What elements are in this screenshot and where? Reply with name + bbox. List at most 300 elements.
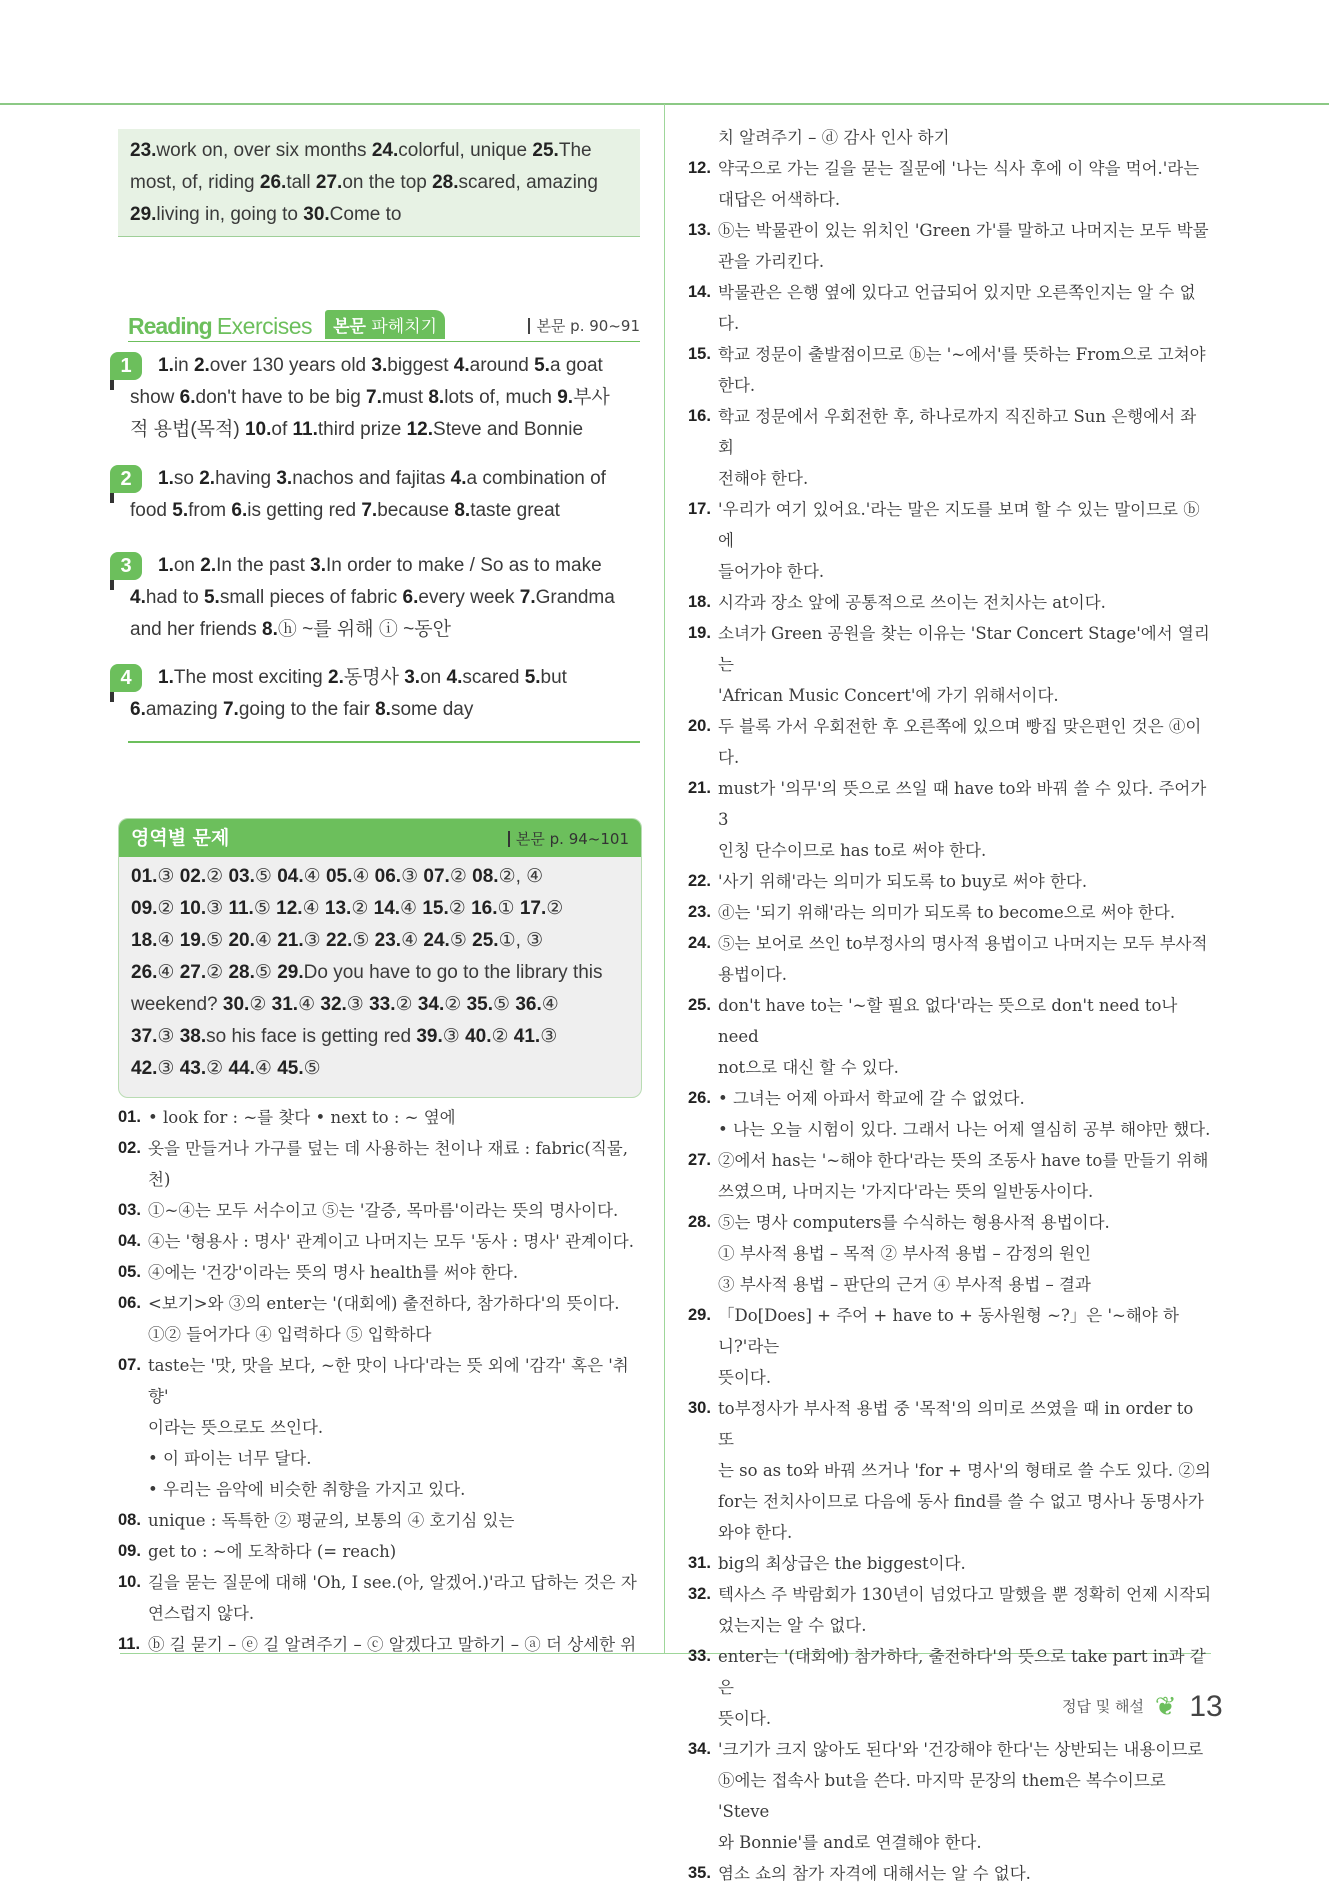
- page-number: 13: [1189, 1690, 1223, 1723]
- explanation-item: [688, 711, 1212, 773]
- area-answer-number: 02.: [179, 866, 207, 887]
- area-answer-text: ②: [546, 898, 564, 919]
- area-answer-number: 12.: [276, 898, 303, 919]
- explanation-line: ③ 부사적 용법 – 판단의 근거 ④ 부사적 용법 – 결과: [718, 1275, 1091, 1294]
- explanation-number: 04.: [118, 1232, 141, 1250]
- exercise-number: 3.: [276, 468, 293, 489]
- explanation-number: 08.: [118, 1511, 141, 1529]
- explanation-line: 염소 쇼의 참가 자격에 대해서는 알 수 없다.: [718, 1864, 1031, 1883]
- area-questions-answers: [119, 857, 641, 1089]
- area-answer-number: 44.: [228, 1058, 255, 1079]
- exercise-text: on: [173, 555, 201, 576]
- explanation-number: 20.: [688, 717, 711, 735]
- area-answer-line: [131, 1021, 629, 1053]
- exercise-number: 6.: [402, 587, 419, 608]
- area-answer-number: 07.: [423, 866, 450, 887]
- explanation-line: big의 최상급은 the biggest이다.: [718, 1554, 966, 1573]
- explanation-number: 10.: [118, 1573, 141, 1591]
- area-answer-number: 17.: [519, 898, 547, 919]
- exercise-number: 5.: [524, 667, 541, 688]
- area-answer-text: ③: [157, 866, 180, 887]
- explanation-item: [118, 1350, 640, 1505]
- exercise-text: small pieces of fabric: [219, 587, 403, 608]
- area-answer-number: 13.: [324, 898, 352, 919]
- exercise-text: 부사: [573, 387, 610, 408]
- area-answer-number: 20.: [228, 930, 255, 951]
- area-answer-number: 41.: [513, 1026, 541, 1047]
- area-answer-text: ⑤: [254, 866, 278, 887]
- explanation-line: 학교 정문이 출발점이므로 ⓑ는 '~에서'를 뜻하는 From으로 고쳐야: [718, 345, 1206, 364]
- explanation-line: • 나는 오늘 시험이 있다. 그래서 나는 어제 열심히 공부 해야만 했다.: [718, 1120, 1211, 1139]
- answer-number: 25.: [532, 140, 559, 161]
- area-answer-text: ③: [540, 1026, 558, 1047]
- exercise-number: 12.: [406, 419, 434, 440]
- area-answer-number: 21.: [277, 930, 304, 951]
- area-answer-number: 34.: [417, 994, 445, 1015]
- exercise-number: 6.: [231, 500, 248, 521]
- explanation-line: 옷을 만들거나 가구를 덮는 데 사용하는 천이나 재료 : fabric(직물,: [148, 1139, 628, 1158]
- explanation-item: [688, 773, 1212, 866]
- explanation-line: ⓓ는 '되기 위해'라는 의미가 되도록 to become으로 써야 한다.: [718, 903, 1176, 922]
- area-answer-number: 32.: [320, 994, 347, 1015]
- explanation-item: [118, 1536, 640, 1567]
- reading-page-ref: 본문 p. 90~91: [528, 318, 640, 334]
- explanation-number: 12.: [688, 159, 711, 177]
- answer-number: 29.: [130, 204, 157, 225]
- explanation-line: <보기>와 ③의 enter는 '(대회에) 출전하다, 참가하다'의 뜻이다.: [148, 1294, 620, 1313]
- area-answer-number: 31.: [271, 994, 299, 1015]
- explanation-line: 관을 가리킨다.: [718, 252, 825, 271]
- area-answer-number: 14.: [373, 898, 401, 919]
- explanation-line: ①② 들어가다 ④ 입력하다 ⑤ 입학하다: [148, 1325, 432, 1344]
- reading-exercises-header: [128, 312, 640, 344]
- exercise-text: scared: [462, 667, 525, 688]
- area-answer-number: 43.: [179, 1058, 207, 1079]
- exercise-text: In order to make / So as to make: [326, 555, 602, 576]
- explanation-line: ⑤는 보어로 쓰인 to부정사의 명사적 용법이고 나머지는 모두 부사적: [718, 934, 1208, 953]
- answer-text: on the top: [342, 172, 433, 193]
- explanation-line: 인칭 단수이므로 has to로 써야 한다.: [718, 841, 987, 860]
- explanation-item: [688, 1300, 1212, 1393]
- explanation-number: 33.: [688, 1647, 711, 1665]
- exercise-number: 5.: [172, 500, 189, 521]
- exercise-text: 동명사: [343, 667, 405, 688]
- explanation-line: 「Do[Does] + 주어 + have to + 동사원형 ~?」은 '~해야 하니?'라는: [718, 1306, 1179, 1356]
- area-questions-box: [118, 818, 642, 1098]
- explanation-number: 26.: [688, 1089, 711, 1107]
- exercise-number: 2.: [328, 667, 344, 688]
- explanation-line: must가 '의무'의 뜻으로 쓰일 때 have to와 바꿔 쓸 수 있다. 주어가 3: [718, 779, 1207, 829]
- explanation-number: 17.: [688, 500, 711, 518]
- area-answer-line: [131, 957, 629, 989]
- answer-line: [130, 167, 628, 199]
- explanation-number: 21.: [688, 779, 711, 797]
- area-answer-number: 05.: [325, 866, 353, 887]
- explanation-line: 텍사스 주 박람회가 130년이 넘었다고 말했을 뿐 정확히 언제 시작되: [718, 1585, 1212, 1604]
- area-answer-number: 42.: [131, 1058, 158, 1079]
- exercise-text: in: [173, 355, 194, 376]
- area-answer-number: 28.: [228, 962, 255, 983]
- explanation-item: [688, 1393, 1212, 1548]
- explanation-item: [118, 1133, 640, 1195]
- explanation-line: for는 전치사이므로 다음에 동사 find를 쓸 수 없고 명사나 동명사가: [718, 1492, 1204, 1511]
- explanation-line: 와야 한다.: [718, 1523, 793, 1542]
- exercise-number: 11.: [292, 419, 318, 440]
- area-answer-number: 10.: [179, 898, 207, 919]
- explanation-line: 뜻이다.: [718, 1709, 772, 1728]
- exercise-line: [128, 614, 640, 646]
- explanation-line: 박물관은 은행 옆에 있다고 언급되어 있지만 오른쪽인지는 알 수 없: [718, 283, 1196, 302]
- explanation-line: unique : 독특한 ② 평균의, 보통의 ④ 호기심 있는: [148, 1511, 515, 1530]
- area-answer-text: Do you have to go to the library this: [303, 962, 603, 983]
- answer-number: 28.: [432, 172, 459, 193]
- area-answer-number: 04.: [277, 866, 304, 887]
- answer-text: The: [558, 140, 592, 161]
- exercise-text: Steve and Bonnie: [433, 419, 584, 440]
- area-answer-text: ②: [444, 994, 467, 1015]
- explanation-item: [688, 1083, 1212, 1145]
- explanation-line: not으로 대신 할 수 있다.: [718, 1058, 899, 1077]
- exercise-number: 9.: [557, 387, 574, 408]
- leaf-icon: ❦: [1154, 1692, 1177, 1722]
- area-answer-text: ④: [298, 994, 321, 1015]
- tag-bold: 본문: [333, 317, 366, 337]
- explanation-line: ②에서 has는 '~해야 한다'라는 뜻의 조동사 have to를 만들기 위해: [718, 1151, 1209, 1170]
- exercise-text: lots of, much: [444, 387, 558, 408]
- explanation-line: 천): [148, 1170, 171, 1189]
- explanation-item: [118, 1505, 640, 1536]
- explanation-item: [688, 277, 1212, 339]
- explanation-item: [118, 1629, 640, 1660]
- exercise-text: third prize: [317, 419, 407, 440]
- exercise-text: The most exciting: [173, 667, 329, 688]
- area-answer-number: 23.: [374, 930, 402, 951]
- explanation-item: [688, 897, 1212, 928]
- area-answer-text: ④: [352, 866, 375, 887]
- area-answer-text: weekend?: [131, 994, 223, 1015]
- tag-rest: 파헤치기: [365, 317, 438, 337]
- area-answer-number: 40.: [465, 1026, 492, 1047]
- area-answer-number: 38.: [179, 1026, 207, 1047]
- reading-title-word1: Reading: [128, 313, 212, 339]
- area-answer-number: 22.: [325, 930, 353, 951]
- exercise-text: biggest: [387, 355, 454, 376]
- exercise-number: 8.: [428, 387, 445, 408]
- explanation-item: [118, 1257, 640, 1288]
- explanation-number: 23.: [688, 903, 711, 921]
- area-answer-text: ①, ③: [498, 930, 544, 951]
- area-answer-text: ④: [157, 962, 180, 983]
- area-answer-text: ⑤: [253, 898, 277, 919]
- area-answer-text: so his face is getting red: [206, 1026, 417, 1047]
- exercise-text: food: [130, 500, 173, 521]
- exercise-text: a combination of: [466, 468, 606, 489]
- explanation-line: 용법이다.: [718, 965, 788, 984]
- area-answer-number: 09.: [131, 898, 158, 919]
- area-answer-text: ②: [206, 1058, 229, 1079]
- explanation-item: [688, 866, 1212, 897]
- explanation-item: [688, 153, 1212, 215]
- explanation-item: [688, 215, 1212, 277]
- exercise-number: 5.: [203, 587, 220, 608]
- answer-text: colorful, unique: [398, 140, 533, 161]
- area-questions-title: 영역별 문제: [131, 827, 230, 849]
- exercise-text: because: [377, 500, 455, 521]
- explanation-item: [688, 1548, 1212, 1579]
- area-answer-number: 16.: [471, 898, 498, 919]
- explanation-line: don't have to는 '~할 필요 없다'라는 뜻으로 don't need to나 need: [718, 996, 1178, 1046]
- area-answer-text: ⑤: [303, 1058, 321, 1079]
- area-answer-number: 33.: [369, 994, 396, 1015]
- explanation-number: 34.: [688, 1740, 711, 1758]
- exercise-line: [128, 582, 640, 614]
- explanation-number: 01.: [118, 1108, 141, 1126]
- answer-text: tall: [286, 172, 316, 193]
- area-answer-text: ②: [449, 866, 473, 887]
- exercise-number: 7.: [361, 500, 378, 521]
- exercise-number: 5.: [534, 355, 550, 376]
- area-answer-number: 19.: [179, 930, 207, 951]
- explanation-item: [688, 990, 1212, 1083]
- explanation-item: [688, 401, 1212, 494]
- explanation-line: ① 부사적 용법 – 목적 ② 부사적 용법 – 감정의 원인: [718, 1244, 1091, 1263]
- exercise-number: 4.: [453, 355, 470, 376]
- exercise-text: taste great: [470, 500, 560, 521]
- explanation-line: 두 블록 가서 우회전한 후 오른쪽에 있으며 빵집 맞은편인 것은 ⓓ이: [718, 717, 1202, 736]
- exercise-text: is getting red: [247, 500, 362, 521]
- exercise-number: 3.: [310, 555, 327, 576]
- explanation-number: 27.: [688, 1151, 711, 1169]
- exercise-text: had to: [145, 587, 204, 608]
- area-answer-number: 25.: [472, 930, 499, 951]
- exercise-number-badge: 3: [110, 552, 142, 580]
- area-answer-text: ②: [448, 898, 472, 919]
- area-answer-text: ⑤: [493, 994, 516, 1015]
- explanation-line: 이라는 뜻으로도 쓰인다.: [148, 1418, 324, 1437]
- explanation-number: 18.: [688, 593, 711, 611]
- explanation-line: 쓰였으며, 나머지는 '가지다'라는 뜻의 일반동사이다.: [718, 1182, 1094, 1201]
- section-tag: [325, 310, 445, 339]
- exercise-line: [128, 662, 640, 694]
- exercise-number: 1.: [158, 555, 174, 576]
- exercise-line: [128, 463, 640, 495]
- area-answer-number: 24.: [423, 930, 450, 951]
- explanation-number: 07.: [118, 1356, 141, 1374]
- area-answer-text: ②: [206, 866, 229, 887]
- area-answer-text: ③: [442, 1026, 466, 1047]
- exercise-line: [128, 350, 640, 382]
- exercise-text: In the past: [216, 555, 311, 576]
- exercise-number: 6.: [130, 699, 146, 720]
- answer-text: living in, going to: [156, 204, 304, 225]
- area-answer-text: ⑤: [206, 930, 229, 951]
- explanation-number: 09.: [118, 1542, 141, 1560]
- area-answer-number: 03.: [228, 866, 255, 887]
- column-divider: [664, 104, 665, 1654]
- exercise-number: 4.: [446, 667, 463, 688]
- area-answer-text: ②: [249, 994, 272, 1015]
- page-footer: [1062, 1690, 1223, 1724]
- reading-title-word2: Exercises: [216, 313, 313, 339]
- explanation-number: 32.: [688, 1585, 711, 1603]
- explanation-line: 학교 정문에서 우회전한 후, 하나로까지 직진하고 Sun 은행에서 좌회: [718, 407, 1197, 457]
- explanation-line: ④에는 '건강'이라는 뜻의 명사 health를 써야 한다.: [148, 1263, 519, 1282]
- explanation-number: 31.: [688, 1554, 711, 1572]
- answer-number: 23.: [130, 140, 157, 161]
- area-answer-text: ③: [303, 930, 326, 951]
- explanation-line: 한다.: [718, 376, 756, 395]
- explanation-item: [688, 1734, 1212, 1858]
- explanation-line: 다.: [718, 748, 740, 767]
- exercise-number: 7.: [366, 387, 382, 408]
- answer-text: work on, over six months: [156, 140, 372, 161]
- exercise-text: having: [215, 468, 277, 489]
- exercise-text: some day: [390, 699, 474, 720]
- explanation-line: ⓑ는 박물관이 있는 위치인 'Green 가'를 말하고 나머지는 모두 박물: [718, 221, 1209, 240]
- explanation-line: 와 Bonnie'를 and로 연결해야 한다.: [718, 1833, 982, 1852]
- area-answer-number: 15.: [422, 898, 449, 919]
- explanation-line: ⓑ 길 묻기 – ⓔ 길 알려주기 – ⓒ 알겠다고 말하기 – ⓐ 더 상세한 위: [148, 1635, 637, 1654]
- area-answer-number: 45.: [277, 1058, 304, 1079]
- explanation-line: 치 알려주기 – ⓓ 감사 인사 하기: [718, 128, 950, 147]
- explanation-line: ⑤는 명사 computers를 수식하는 형용사적 용법이다.: [718, 1213, 1110, 1232]
- area-answer-number: 01.: [131, 866, 158, 887]
- exercise-text: 적 용법(목적): [130, 419, 245, 440]
- explanation-number: 30.: [688, 1399, 711, 1417]
- area-answer-text: ④: [400, 898, 423, 919]
- exercise-number: 6.: [179, 387, 196, 408]
- exercise-text: but: [540, 667, 567, 688]
- exercise-line: [128, 694, 640, 726]
- exercise-number: 4.: [450, 468, 467, 489]
- exercise-text: of: [271, 419, 293, 440]
- exercise-number: 2.: [199, 468, 216, 489]
- explanation-number: 28.: [688, 1213, 711, 1231]
- area-answer-number: 08.: [472, 866, 499, 887]
- explanation-line: taste는 '맛, 맛을 보다, ~한 맛이 나다'라는 뜻 외에 '감각' 혹은 '취향': [148, 1356, 629, 1406]
- exercise-text: must: [381, 387, 429, 408]
- area-questions-header: [119, 819, 641, 857]
- explanation-number: 29.: [688, 1306, 711, 1324]
- explanation-item: [688, 122, 1212, 153]
- answer-number: 30.: [303, 204, 330, 225]
- exercise-1: [120, 350, 640, 446]
- explanation-number: 05.: [118, 1263, 141, 1281]
- area-answer-number: 37.: [131, 1026, 158, 1047]
- answer-text: most, of, riding: [130, 172, 260, 193]
- explanation-line: to부정사가 부사적 용법 중 '목적'의 의미로 쓰였을 때 in order to 또: [718, 1399, 1194, 1449]
- exercise-3: [120, 550, 640, 646]
- explanation-line: get to : ~에 도착하다 (= reach): [148, 1542, 397, 1561]
- exercise-text: Grandma: [535, 587, 615, 608]
- area-answer-text: ②: [491, 1026, 514, 1047]
- exercise-number: 7.: [222, 699, 239, 720]
- exercise-line: [128, 414, 640, 446]
- explanation-item: [688, 494, 1212, 587]
- explanation-item: [688, 587, 1212, 618]
- explanation-line: 연스럽지 않다.: [148, 1604, 255, 1623]
- exercise-number: 1.: [158, 468, 174, 489]
- explanation-line: • 이 파이는 너무 달다.: [148, 1449, 312, 1468]
- explanation-number: 16.: [688, 407, 711, 425]
- exercise-text: around: [469, 355, 535, 376]
- explanation-line: • 우리는 음악에 비슷한 취향을 가지고 있다.: [148, 1480, 466, 1499]
- area-answer-text: ①: [497, 898, 520, 919]
- exercise-text: show: [130, 387, 180, 408]
- area-answer-text: ④: [541, 994, 559, 1015]
- area-answer-text: ⑤: [254, 962, 278, 983]
- explanation-line: ④는 '형용사 : 명사' 관계이고 나머지는 모두 '동사 : 명사' 관계이다.: [148, 1232, 634, 1251]
- explanation-number: 11.: [118, 1635, 141, 1653]
- explanation-line: ①~④는 모두 서수이고 ⑤는 '갈증, 목마름'이라는 뜻의 명사이다.: [148, 1201, 619, 1220]
- area-answer-text: ③: [157, 1058, 180, 1079]
- area-answer-text: ④: [157, 930, 180, 951]
- area-answer-text: ③: [206, 898, 229, 919]
- area-answer-text: ③: [401, 866, 424, 887]
- exercise-number: 8.: [375, 699, 391, 720]
- area-answer-line: [131, 989, 629, 1021]
- exercise-number: 8.: [262, 619, 278, 640]
- explanation-line: 었는지는 알 수 없다.: [718, 1616, 867, 1635]
- reading-underline: [128, 341, 640, 342]
- area-answer-text: ④: [401, 930, 424, 951]
- explanation-item: [118, 1226, 640, 1257]
- exercise-text: and her friends: [130, 619, 263, 640]
- exercise-number: 2.: [193, 355, 210, 376]
- explanation-number: 15.: [688, 345, 711, 363]
- exercise-number: 3.: [404, 667, 421, 688]
- exercise-number: 2.: [200, 555, 217, 576]
- explanation-line: 길을 묻는 질문에 대해 'Oh, I see.(아, 알겠어.)'라고 답하는 것은 자: [148, 1573, 637, 1592]
- area-answer-text: ②: [157, 898, 180, 919]
- area-answer-number: 30.: [222, 994, 250, 1015]
- exercise-line: [128, 382, 640, 414]
- exercise-number-badge: 2: [110, 465, 142, 493]
- area-answer-line: [131, 925, 629, 957]
- area-answer-text: ③: [346, 994, 370, 1015]
- explanation-item: [118, 1195, 640, 1226]
- explanation-line: 는 so as to와 바꿔 쓰거나 'for + 명사'의 형태로 쓸 수도 있다. ②의: [718, 1461, 1211, 1480]
- explanation-item: [118, 1288, 640, 1350]
- exercise-number-badge: 1: [110, 352, 142, 380]
- explanation-number: 06.: [118, 1294, 141, 1312]
- explanation-item: [688, 339, 1212, 401]
- exercise-text: so: [173, 468, 200, 489]
- explanation-line: 대답은 어색하다.: [718, 190, 841, 209]
- explanation-line: 다.: [718, 314, 740, 333]
- explanation-item: [118, 1102, 640, 1133]
- area-answer-number: 18.: [131, 930, 158, 951]
- answer-line: [130, 199, 628, 231]
- explanation-number: 24.: [688, 934, 711, 952]
- explanation-item: [688, 1145, 1212, 1207]
- area-answer-text: ②, ④: [498, 866, 544, 887]
- explanation-item: [688, 1579, 1212, 1641]
- exercise-line: [128, 495, 640, 527]
- exercise-number: 8.: [454, 500, 471, 521]
- explanation-line: 뜻이다.: [718, 1368, 772, 1387]
- area-answer-line: [131, 893, 629, 925]
- explanation-number: 19.: [688, 624, 711, 642]
- exercise-number: 4.: [130, 587, 146, 608]
- explanation-number: 25.: [688, 996, 711, 1014]
- explanation-number: 22.: [688, 872, 711, 890]
- exercise-number: 7.: [519, 587, 536, 608]
- answer-text: scared, amazing: [458, 172, 598, 193]
- area-questions-ref: 본문 p. 94~101: [508, 831, 629, 847]
- answer-number: 27.: [315, 172, 343, 193]
- area-answer-text: ④: [303, 866, 326, 887]
